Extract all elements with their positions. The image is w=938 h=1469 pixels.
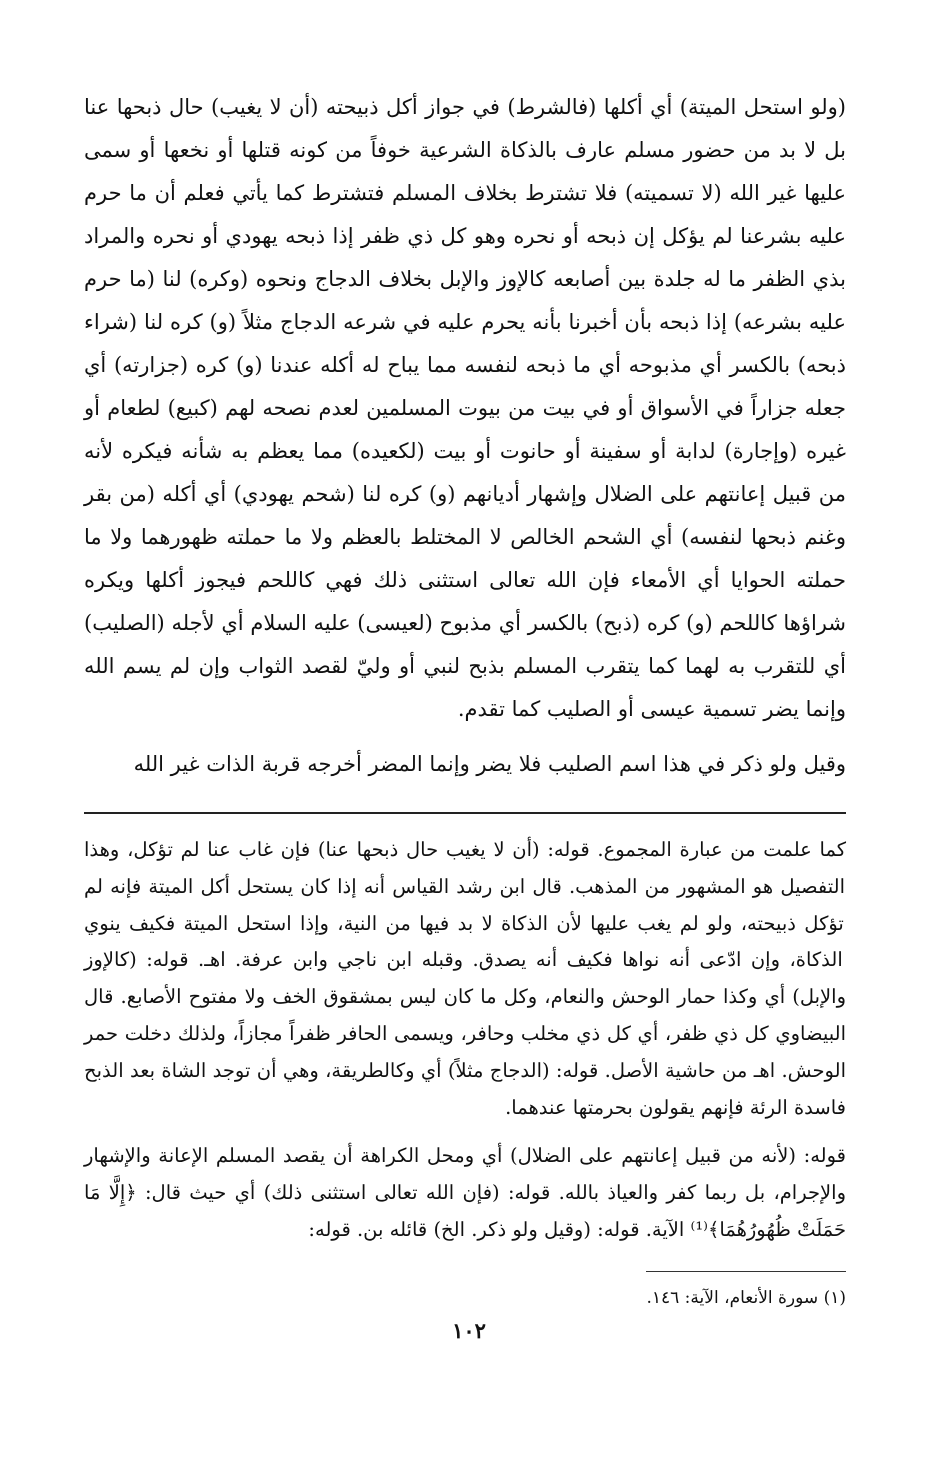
text-line: قال البيضاوي كل ذي ظفر، أي كل ذي مخلب وحافر، ويسمى الحافر ظفراً مجازاً، ولذلك — [84, 985, 846, 1045]
text-line: حرم عليه بشرعنا لم يؤكل إن ذبحه أو نحره وهو كل ذي ظفر إذا ذبحه يهودي أو نحره — [84, 181, 846, 248]
main-paragraph-2: وقيل ولو ذكر في هذا اسم الصليب فلا يضر وإنما المضر أخرجه قربة الذات غير الله — [133, 752, 846, 776]
page-number: ١٠٢ — [452, 1318, 486, 1343]
text-line: أكلها ويكره شراؤها كاللحم (و) كره (ذبح) بالكسر أي مذبوح (لعيسى) عليه السلام أي — [84, 568, 846, 635]
text-line: قال: ﴿إِلَّا مَا حَمَلَتْ ظُهُورُهُمَا﴾⁽¹⁾ الآية. قوله: (وقيل ولو ذكر. الخ) قائله بن. قوله: — [84, 1181, 846, 1241]
text-line: والإبل) أي وكذا حمار الوحش والنعام، وكل ما كان ليس بمشقوق الخف ولا مفتوح الأصابع. — [113, 985, 846, 1009]
main-text — [84, 86, 846, 786]
text-line: أو سمى عليها غير الله (لا تسميته) فلا تشترط بخلاف المسلم فتشترط كما يأتي فعلم أن ما — [84, 138, 846, 205]
text-line: قوله: (لأنه من قبيل إعانتهم على الضلال) أي ومحل الكراهة أن يقصد المسلم الإعانة — [150, 1144, 846, 1168]
text-line: لأجله (الصليب) أي للتقرب به لهما كما يتقرب المسلم بذبح لنبي أو وليّ لقصد الثواب — [84, 611, 847, 678]
footnote: (١) سورة الأنعام، الآية: ١٤٦. — [646, 1287, 846, 1308]
text-line: (كبيع) لطعام أو غيره (وإجارة) لدابة أو سفينة أو حانوت أو بيت (لكعيده) مما يعظم به — [84, 396, 846, 463]
commentary-paragraph-2 — [84, 1138, 846, 1248]
commentary — [84, 832, 846, 1249]
text-line: أي أكله (من بقر وغنم ذبحها لنفسه) أي الشحم الخالص لا المختلط بالعظم ولا ما حملته — [84, 482, 846, 549]
text-line: لنا (ما حرم عليه بشرعه) إذا ذبحه بأن أخبرنا بأنه يحرم عليه في شرعه الدجاج مثلاً (و) كره — [84, 267, 846, 334]
text-line: (ولو استحل الميتة) أي أكلها (فالشرط) في جواز أكل ذبيحته (أن لا يغيب) حال — [161, 95, 846, 119]
footnote-separator — [646, 1271, 846, 1272]
text-line: لنا (شراء ذبحه) بالكسر أي مذبوحه أي ما ذبحه لنفسه مما يباح له أكله عندنا (و) كره — [84, 310, 846, 377]
commentary-paragraph — [84, 832, 846, 1126]
text-line: والإشهار والإجرام، بل ربما كفر والعياذ بالله. قوله: (فإن الله تعالى استثنى ذلك) أي حيث — [84, 1144, 846, 1205]
text-line: شأنه فيكره لأنه من قبيل إعانتهم على الضلال وإشهار أديانهم (و) كره لنا (شحم يهودي) — [84, 439, 847, 506]
text-line: ظهورهما ولا ما حملته الحوايا أي الأمعاء فإن الله تعالى استثنى ذلك فهي كاللحم فيجوز — [84, 525, 846, 592]
separator-rule — [84, 812, 846, 814]
text-line: الذكاة، وإن ادّعى أنه نواها فكيف أنه يصدق. وقبله ابن ناجي وابن عرفة. اهـ. قوله: (كالإوز — [84, 948, 843, 972]
main-paragraph — [84, 86, 846, 731]
text-line: دخلت حمر الوحش. اهـ من حاشية الأصل. قوله: (الدجاج مثلاً) أي وكالطريقة، وهي أن — [84, 1021, 846, 1082]
text-line: كما علمت من عبارة المجموع. قوله: (أن لا يغيب حال ذبحها عنا) فإن غاب عنا لم تؤكل، — [119, 838, 846, 861]
text-line: توجد الشاة بعد الذبح فاسدة الرئة فإنهم يقولون بحرمتها عندهما. — [84, 1058, 846, 1119]
text-line: وهذا التفصيل هو المشهور من المذهب. قال ابن رشد القياس أنه إذا كان يستحل أكل الميتة فإنه لم — [84, 838, 846, 898]
text-line: والمراد بذي الظفر ما له جلدة بين أصابعه كالإوز والإبل بخلاف الدجاج ونحوه (وكره) — [84, 224, 846, 291]
text-line: (جزارته) أي جعله جزاراً في الأسواق أو في بيت من بيوت المسلمين لعدم نصحه لهم — [84, 353, 847, 420]
text-line: تؤكل ذبيحته، ولو لم يغب عليها لأن الذكاة لا بد فيها من النية، وإذا استحل الميتة فكيف ينوي — [84, 911, 844, 935]
text-line: ذبحها عنا بل لا بد من حضور مسلم عارف بالذكاة الشرعية خوفاً من كونه قتلها أو نخعها — [84, 95, 847, 162]
text-line: وإن لم يسم الله وإنما يضر تسمية عيسى أو الصليب كما تقدم. — [84, 654, 846, 721]
